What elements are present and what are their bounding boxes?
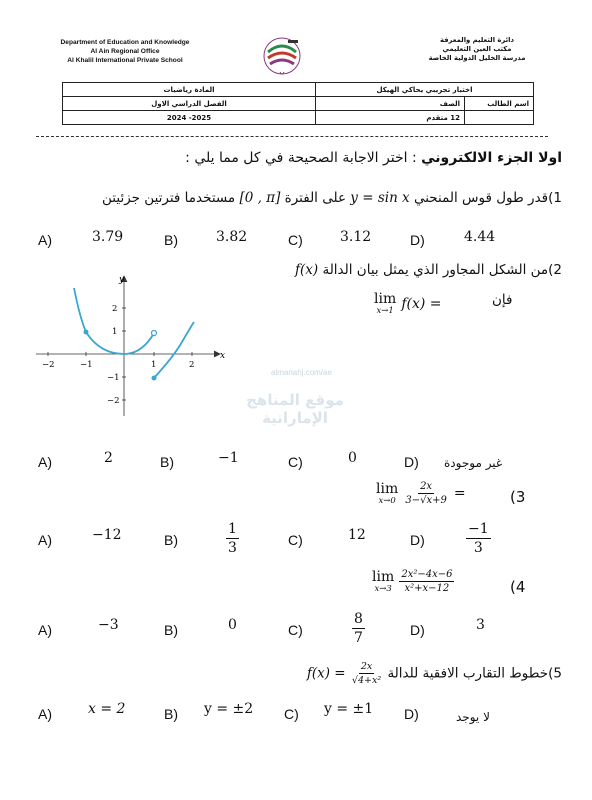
graph-curve-right — [154, 322, 194, 378]
q1-option-b-letter: B) — [164, 232, 178, 248]
q3-option-b-den: 3 — [228, 540, 237, 556]
graph-x-tick-2: 2 — [189, 360, 195, 370]
q4-number: (4 — [510, 578, 526, 596]
question-3-expr — [376, 480, 466, 507]
header-ar-line-1: دائرة التعليم والمعرفة — [439, 36, 515, 44]
question-2 — [295, 262, 562, 278]
q4-numerator: 2x²−4x−6 — [401, 569, 453, 580]
q2-number: 2) — [548, 262, 562, 278]
header-ar-line-3: مدرسة الخليل الدولية الخاصة — [428, 54, 526, 62]
q3-option-c-letter: C) — [288, 532, 303, 548]
q2-option-b-letter: B) — [160, 454, 174, 470]
subject: المادة رياضيات — [63, 83, 316, 97]
q4-option-a[interactable]: −3 — [98, 617, 119, 633]
q2-lim-word: lim — [374, 291, 397, 307]
graph-x-label: x — [220, 351, 226, 361]
header-en-line-1: Department of Education and Knowledge — [60, 39, 190, 46]
q5-option-b[interactable]: y = ±2 — [204, 701, 254, 717]
q4-option-c-letter: C) — [288, 622, 303, 638]
student-name-label: اسم الطالب — [465, 97, 534, 111]
q5-option-d[interactable]: لا يوجد — [456, 710, 490, 724]
q4-option-c[interactable] — [352, 610, 365, 647]
q4-denominator: x²+x−12 — [404, 583, 450, 594]
graph-y-tick-2: 2 — [112, 304, 118, 314]
q4-lim-word: lim — [372, 568, 395, 585]
q2-lim-expr: f(x) = — [401, 296, 442, 312]
grade-label: الصف — [316, 97, 465, 111]
q2-option-c-letter: C) — [288, 454, 303, 470]
q1-text-b: على الفترة — [284, 190, 346, 206]
q3-lim-sub: x→0 — [378, 495, 396, 506]
function-graph — [34, 270, 226, 420]
q3-option-c[interactable]: 12 — [348, 527, 366, 543]
graph-curve-left — [74, 288, 154, 354]
q3-option-d-letter: D) — [410, 532, 425, 548]
q5-option-d-letter: D) — [404, 706, 419, 722]
q4-option-d-letter: D) — [410, 622, 425, 638]
q3-option-b-num: 1 — [228, 521, 237, 537]
graph-y-label: y — [119, 275, 125, 285]
q2-lim-sub: x→1 — [376, 306, 394, 316]
header-english — [30, 38, 220, 65]
q3-option-d-den: 3 — [473, 540, 483, 556]
divider — [36, 136, 548, 137]
q3-option-a-letter: A) — [38, 532, 52, 548]
q1-interval: [0 , π] — [239, 190, 281, 206]
header-en-line-2: Al Ain Regional Office — [90, 48, 160, 55]
q5-option-a[interactable]: x = 2 — [88, 701, 126, 717]
q3-denominator: 3−√x+9 — [405, 495, 447, 506]
q2-then-word: فإن — [492, 292, 513, 308]
q1-option-a-letter: A) — [38, 232, 52, 248]
q3-option-b-letter: B) — [164, 532, 178, 548]
graph-y-tick-1: 1 — [112, 327, 118, 337]
q5-option-c-letter: C) — [284, 706, 299, 722]
q2-option-d-letter: D) — [404, 454, 419, 470]
school-logo-icon — [262, 36, 302, 76]
header-ar-line-2: مكتب العين التعليمي — [442, 45, 512, 53]
graph-point-open — [152, 331, 157, 336]
q1-number: 1) — [548, 190, 562, 206]
q2-text: من الشكل المجاور الذي يمثل بيان الدالة — [322, 262, 549, 278]
q4-option-b-letter: B) — [164, 622, 178, 638]
q5-numerator: 2x — [360, 661, 373, 672]
question-5 — [307, 660, 562, 687]
q2-func: f(x) — [295, 262, 319, 278]
graph-x-tick-1: 1 — [151, 360, 157, 370]
semester: الفصل الدراسي الاول — [63, 97, 316, 111]
graph-axes — [36, 276, 220, 416]
question-1 — [102, 190, 562, 206]
q5-option-c[interactable]: y = ±1 — [324, 701, 374, 717]
graph-y-tick-neg1: −1 — [107, 373, 120, 383]
q1-option-a[interactable]: 3.79 — [92, 229, 124, 245]
q5-option-b-letter: B) — [164, 706, 178, 722]
q1-option-c[interactable]: 3.12 — [340, 229, 372, 245]
exam-title: اختبار تجريبي يحاكي الهيكل — [316, 83, 534, 97]
section-instruction: : اختر الاجابة الصحيحة في كل مما يلي : — [185, 150, 417, 166]
q5-denominator: √4+x² — [351, 675, 382, 686]
q1-option-b[interactable]: 3.82 — [216, 229, 248, 245]
q5-func: f(x) = — [306, 665, 346, 682]
section-title: اولا الجزء الالكتروني — [421, 150, 562, 166]
watermark-url: almanahj.com/ae — [271, 368, 332, 377]
graph-point-closed-left — [84, 330, 89, 335]
graph-x-tick-neg2: −2 — [42, 360, 55, 370]
q2-option-d[interactable]: غير موجودة — [444, 456, 503, 470]
q4-option-a-letter: A) — [38, 622, 52, 638]
q3-option-a[interactable]: −12 — [92, 527, 122, 543]
header-en-line-3: Al Khalil International Private School — [67, 57, 183, 64]
question-4-expr — [372, 568, 454, 595]
student-info-table — [62, 82, 534, 125]
q3-option-d-num: −1 — [468, 521, 489, 537]
q2-option-a-letter: A) — [38, 454, 52, 470]
watermark-name: موقع المناهج الإماراتية — [246, 391, 344, 427]
q4-lim-sub: x→3 — [374, 583, 392, 594]
q4-option-c-den: 7 — [354, 630, 363, 646]
q4-option-c-num: 8 — [354, 611, 363, 627]
student-name-field[interactable] — [465, 111, 534, 125]
q1-expr: y = sin x — [350, 190, 410, 206]
q3-equals: = — [453, 485, 466, 502]
school-year: 2025- 2024 — [63, 111, 316, 125]
q3-lim-word: lim — [376, 480, 399, 497]
q2-limit — [374, 292, 442, 316]
q1-text-c: مستخدما فترتين جزئيتن — [102, 190, 236, 206]
grade-value: 12 متقدم — [316, 111, 465, 125]
q1-option-d-letter: D) — [410, 232, 425, 248]
q4-option-d[interactable]: 3 — [476, 617, 485, 633]
q5-number: 5) — [548, 665, 562, 682]
q3-option-d[interactable] — [466, 520, 491, 557]
q3-numerator: 2x — [420, 481, 433, 492]
q1-text-a: قدر طول قوس المنحني — [413, 190, 549, 206]
q2-option-c[interactable]: 0 — [348, 450, 357, 466]
q1-option-d[interactable]: 4.44 — [464, 229, 496, 245]
q2-option-b[interactable]: −1 — [218, 450, 239, 466]
graph-point-closed-right — [152, 376, 157, 381]
q2-option-a[interactable]: 2 — [104, 450, 113, 466]
q3-number: (3 — [510, 488, 526, 506]
q1-option-c-letter: C) — [288, 232, 303, 248]
q5-text: خطوط التقارب الافقية للدالة — [387, 665, 549, 682]
graph-y-tick-neg2: −2 — [107, 396, 120, 406]
q5-option-a-letter: A) — [38, 706, 52, 722]
q3-option-b[interactable] — [226, 520, 239, 557]
section-heading — [185, 150, 562, 166]
q4-option-b[interactable]: 0 — [228, 617, 237, 633]
header-arabic — [392, 36, 562, 63]
watermark — [215, 368, 375, 428]
graph-x-tick-neg1: −1 — [80, 360, 93, 370]
